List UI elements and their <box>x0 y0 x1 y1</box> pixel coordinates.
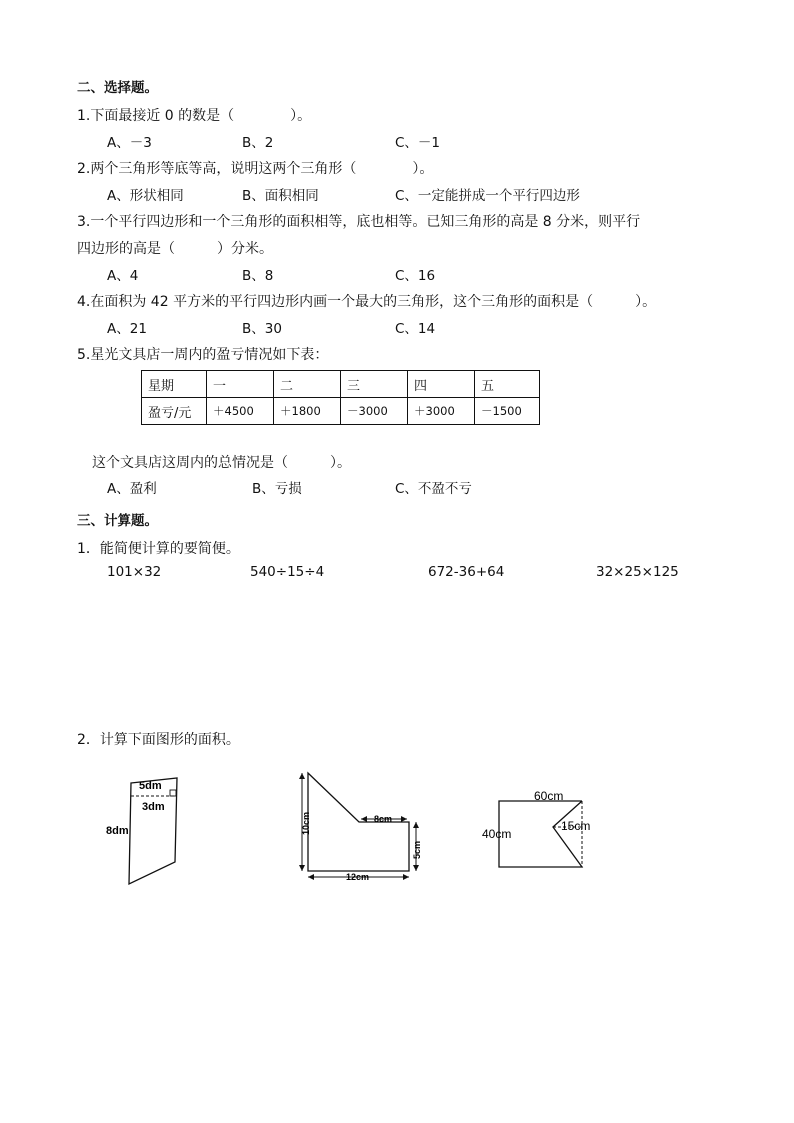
question-5-prompt: 这个文具店这周内的总情况是（ ）。 <box>92 455 351 471</box>
q2-option-c: C、一定能拼成一个平行四边形 <box>395 188 580 204</box>
question-1: 1.下面最接近 0 的数是（ ）。 <box>77 108 312 124</box>
table-cell: ＋3000 <box>408 398 475 425</box>
parallelogram-figure <box>100 770 200 895</box>
label-15cm: 15cm <box>561 819 591 833</box>
q5-option-a: A、盈利 <box>107 481 157 497</box>
section-heading-choice: 二、选择题。 <box>77 80 158 96</box>
table-row <box>142 398 540 425</box>
label-5dm: 5dm <box>139 780 162 792</box>
composite-figure <box>290 765 440 890</box>
table-row <box>142 371 540 398</box>
table-header-cell: 四 <box>408 371 475 398</box>
question-3-line-1: 3.一个平行四边形和一个三角形的面积相等，底也相等。已知三角形的高是 8 分米，则平行 <box>77 214 641 230</box>
q1-option-c: C、－1 <box>395 135 441 151</box>
calc-expression: 540÷15÷4 <box>250 564 325 580</box>
table-cell: －3000 <box>341 398 408 425</box>
calc-expression: 32×25×125 <box>596 564 679 580</box>
label-10cm: 10cm <box>301 811 311 835</box>
table-header-cell: 一 <box>207 371 274 398</box>
calc-expression: 101×32 <box>107 564 162 580</box>
question-4: 4.在面积为 42 平方米的平行四边形内画一个最大的三角形，这个三角形的面积是（ ）。 <box>77 294 657 310</box>
notched-rectangle-shape <box>499 801 582 867</box>
q3-option-c: C、16 <box>395 268 436 284</box>
table-header-cell: 三 <box>341 371 408 398</box>
label-8cm: 8cm <box>374 814 393 824</box>
notched-rectangle-figure <box>475 785 615 875</box>
label-5cm: 5cm <box>412 840 422 859</box>
question-5: 5.星光文具店一周内的盈亏情况如下表： <box>77 347 329 363</box>
composite-shape <box>308 773 409 871</box>
table-header-cell: 星期 <box>142 371 207 398</box>
label-40cm: 40cm <box>482 827 512 841</box>
label-12cm: 12cm <box>346 872 370 882</box>
q1-option-b: B、2 <box>242 135 274 151</box>
calc-question-2: 2．计算下面图形的面积。 <box>77 732 240 748</box>
right-angle-mark <box>170 790 176 796</box>
q2-option-b: B、面积相同 <box>242 188 319 204</box>
question-3-line-2: 四边形的高是（ ）分米。 <box>77 241 273 257</box>
table-cell: －1500 <box>475 398 540 425</box>
q5-option-c: C、不盈不亏 <box>395 481 472 497</box>
calc-expression: 672-36+64 <box>428 564 505 580</box>
table-cell: ＋4500 <box>207 398 274 425</box>
q1-option-a: A、－3 <box>107 135 152 151</box>
table-row-label: 盈亏/元 <box>142 398 207 425</box>
q2-option-a: A、形状相同 <box>107 188 184 204</box>
label-3dm: 3dm <box>142 801 165 813</box>
q5-option-b: B、亏损 <box>252 481 302 497</box>
q3-option-a: A、4 <box>107 268 139 284</box>
profit-loss-table <box>141 370 540 425</box>
q4-option-a: A、21 <box>107 321 147 337</box>
q4-option-c: C、14 <box>395 321 436 337</box>
label-8dm: 8dm <box>106 825 129 837</box>
question-2: 2.两个三角形等底等高，说明这两个三角形（ ）。 <box>77 161 434 177</box>
q4-option-b: B、30 <box>242 321 282 337</box>
label-60cm: 60cm <box>534 789 564 803</box>
table-header-cell: 二 <box>274 371 341 398</box>
table-cell: ＋1800 <box>274 398 341 425</box>
calc-question-1: 1．能简便计算的要简便。 <box>77 541 240 557</box>
table-header-cell: 五 <box>475 371 540 398</box>
q3-option-b: B、8 <box>242 268 274 284</box>
section-heading-calculation: 三、计算题。 <box>77 513 158 529</box>
